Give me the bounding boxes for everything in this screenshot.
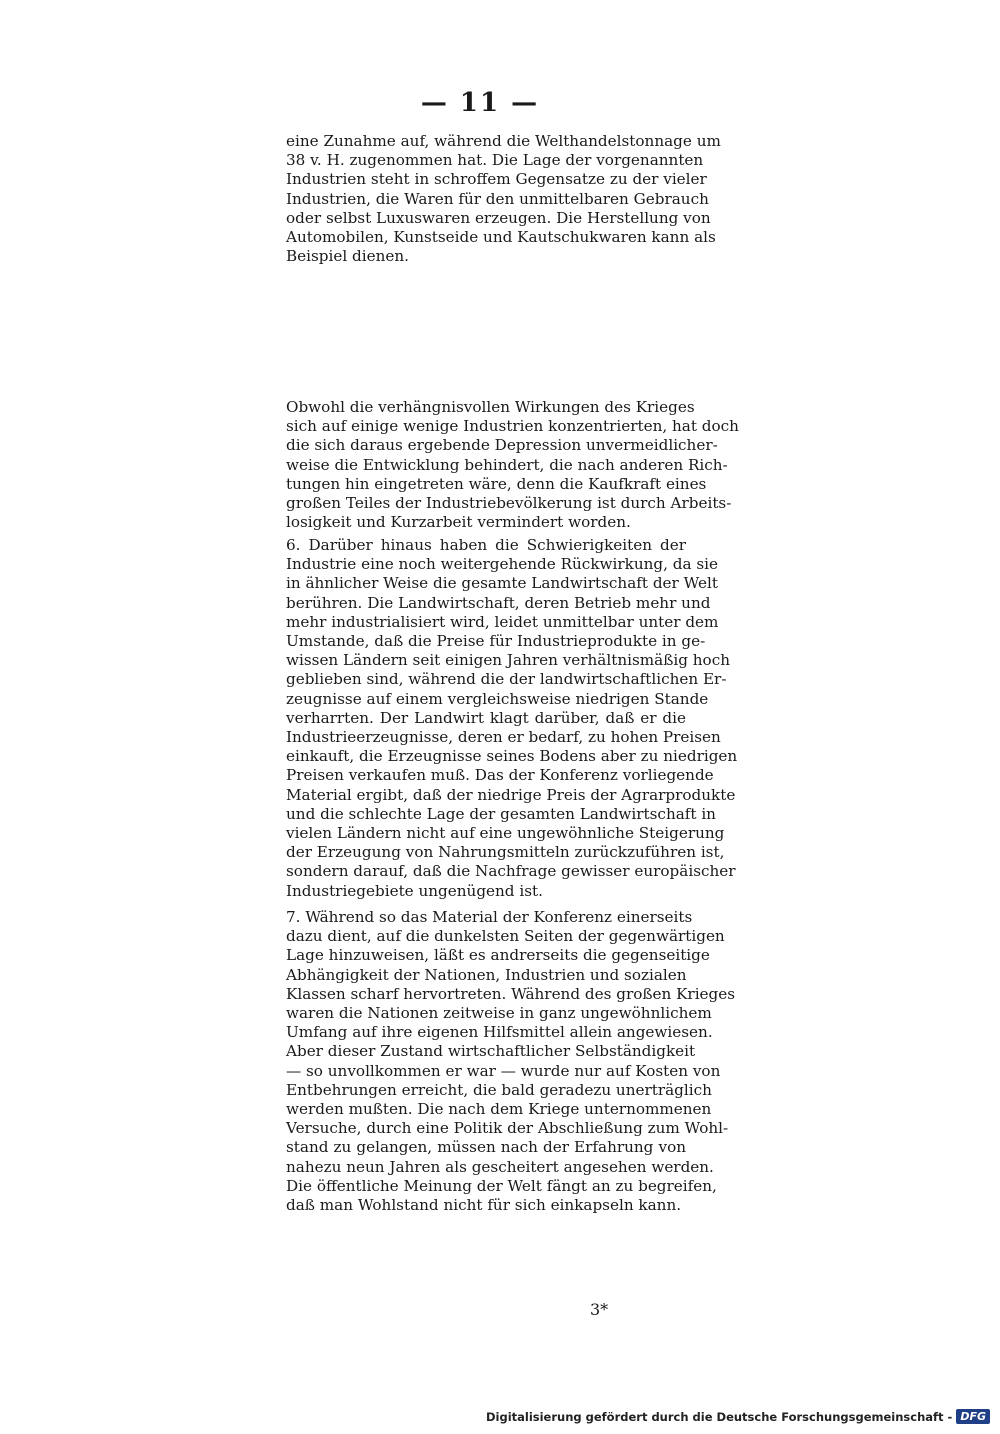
footer-text: Digitalisierung gefördert durch die Deutsche Forschungsgemeinschaft - — [485, 1409, 953, 1424]
text-line: Industrien steht in schroffem Gegensatze zu der vieler — [286, 170, 707, 189]
text-line: stand zu gelangen, müssen nach der Erfahrung von — [286, 1138, 686, 1157]
text-line: zeugnisse auf einem vergleichsweise niedrigen Stande — [286, 689, 709, 708]
text-line: daß man Wohlstand nicht für sich einkapseln kann. — [286, 1196, 682, 1215]
text-line: Lage hinzuweisen, läßt es andrerseits die gegenseitige — [286, 946, 710, 965]
text-line: sich auf einige wenige Industrien konzentrierten, hat doch — [286, 417, 739, 436]
text-line: oder selbst Luxuswaren erzeugen. Die Herstellung von — [286, 208, 711, 227]
text-line: tungen hin eingetreten wäre, denn die Kaufkraft eines — [286, 474, 707, 493]
text-line: Umstande, daß die Preise für Industrieprodukte in ge- — [286, 632, 706, 651]
sheet-signature: 3* — [590, 1300, 609, 1319]
paragraph-3 — [286, 536, 738, 901]
text-line: 6. Darüber hinaus haben die Schwierigkeiten der — [286, 536, 686, 554]
text-line: dazu dient, auf die dunkelsten Seiten der gegenwärtigen — [286, 927, 725, 946]
dfg-logo-icon: DFG — [956, 1409, 990, 1424]
text-line: wissen Ländern seit einigen Jahren verhältnismäßig hoch — [286, 651, 730, 670]
paragraph-2 — [286, 398, 739, 532]
text-line: Industrieerzeugnisse, deren er bedarf, zu hohen Preisen — [286, 728, 721, 747]
text-line: Klassen scharf hervortreten. Während des großen Krieges — [286, 984, 736, 1003]
text-line: Aber dieser Zustand wirtschaftlicher Selbständigkeit — [286, 1042, 696, 1061]
text-line: einkauft, die Erzeugnisse seines Bodens aber zu niedrigen — [286, 747, 738, 766]
text-line: werden mußten. Die nach dem Kriege unternommenen — [286, 1100, 712, 1119]
text-line: Obwohl die verhängnisvollen Wirkungen des Krieges — [286, 398, 695, 416]
text-line: Die öffentliche Meinung der Welt fängt an zu begreifen, — [286, 1176, 717, 1195]
text-line: Preisen verkaufen muß. Das der Konferenz vorliegende — [286, 766, 714, 785]
text-line: Industrie eine noch weitergehende Rückwirkung, da sie — [286, 555, 719, 574]
text-line: vielen Ländern nicht auf eine ungewöhnliche Steigerung — [286, 824, 725, 843]
page-number: — 11 — — [420, 88, 540, 118]
text-line: Versuche, durch eine Politik der Abschließung zum Wohl- — [286, 1119, 729, 1138]
text-line: Umfang auf ihre eigenen Hilfsmittel allein angewiesen. — [286, 1023, 713, 1042]
text-line: mehr industrialisiert wird, leidet unmittelbar unter dem — [286, 612, 719, 631]
text-line: Beispiel dienen. — [286, 247, 409, 266]
text-line: Industrien, die Waren für den unmittelbaren Gebrauch — [286, 189, 709, 208]
text-line: in ähnlicher Weise die gesamte Landwirtschaft der Welt — [286, 574, 718, 593]
text-line: waren die Nationen zeitweise in ganz ungewöhnlichem — [286, 1004, 712, 1023]
paragraph-1 — [286, 132, 721, 266]
text-line: nahezu neun Jahren als gescheitert angesehen werden. — [286, 1157, 714, 1176]
text-line: sondern darauf, daß die Nachfrage gewisser europäischer — [286, 862, 736, 881]
text-line: Abhängigkeit der Nationen, Industrien und sozialen — [286, 965, 687, 984]
text-line: weise die Entwicklung behindert, die nach anderen Rich- — [286, 455, 728, 474]
text-line: 38 v. H. zugenommen hat. Die Lage der vorgenannten — [286, 151, 704, 170]
text-line: und die schlechte Lage der gesamten Landwirtschaft in — [286, 804, 716, 823]
text-line: großen Teiles der Industriebevölkerung ist durch Arbeits- — [286, 494, 732, 513]
text-line: Automobilen, Kunstseide und Kautschukwaren kann als — [286, 228, 716, 247]
text-line: verharrten. Der Landwirt klagt darüber, daß er die — [286, 708, 686, 727]
paragraph-4 — [286, 908, 736, 1215]
text-line: Entbehrungen erreicht, die bald geradezu unerträglich — [286, 1080, 712, 1099]
text-line: geblieben sind, während die der landwirtschaftlichen Er- — [286, 670, 727, 689]
text-line: Industriegebiete ungenügend ist. — [286, 881, 543, 900]
text-line: — so unvollkommen er war — wurde nur auf Kosten von — [286, 1061, 721, 1080]
text-line: eine Zunahme auf, während die Welthandelstonnage um — [286, 132, 721, 150]
text-line: die sich daraus ergebende Depression unvermeidlicher- — [286, 436, 718, 455]
text-line: losigkeit und Kurzarbeit vermindert worden. — [286, 513, 631, 532]
text-line: berühren. Die Landwirtschaft, deren Betrieb mehr und — [286, 593, 711, 612]
footer — [486, 1409, 990, 1424]
text-line: 7. Während so das Material der Konferenz einerseits — [286, 908, 693, 926]
text-line: der Erzeugung von Nahrungsmitteln zurückzuführen ist, — [286, 843, 725, 862]
text-line: Material ergibt, daß der niedrige Preis der Agrarprodukte — [286, 785, 736, 804]
